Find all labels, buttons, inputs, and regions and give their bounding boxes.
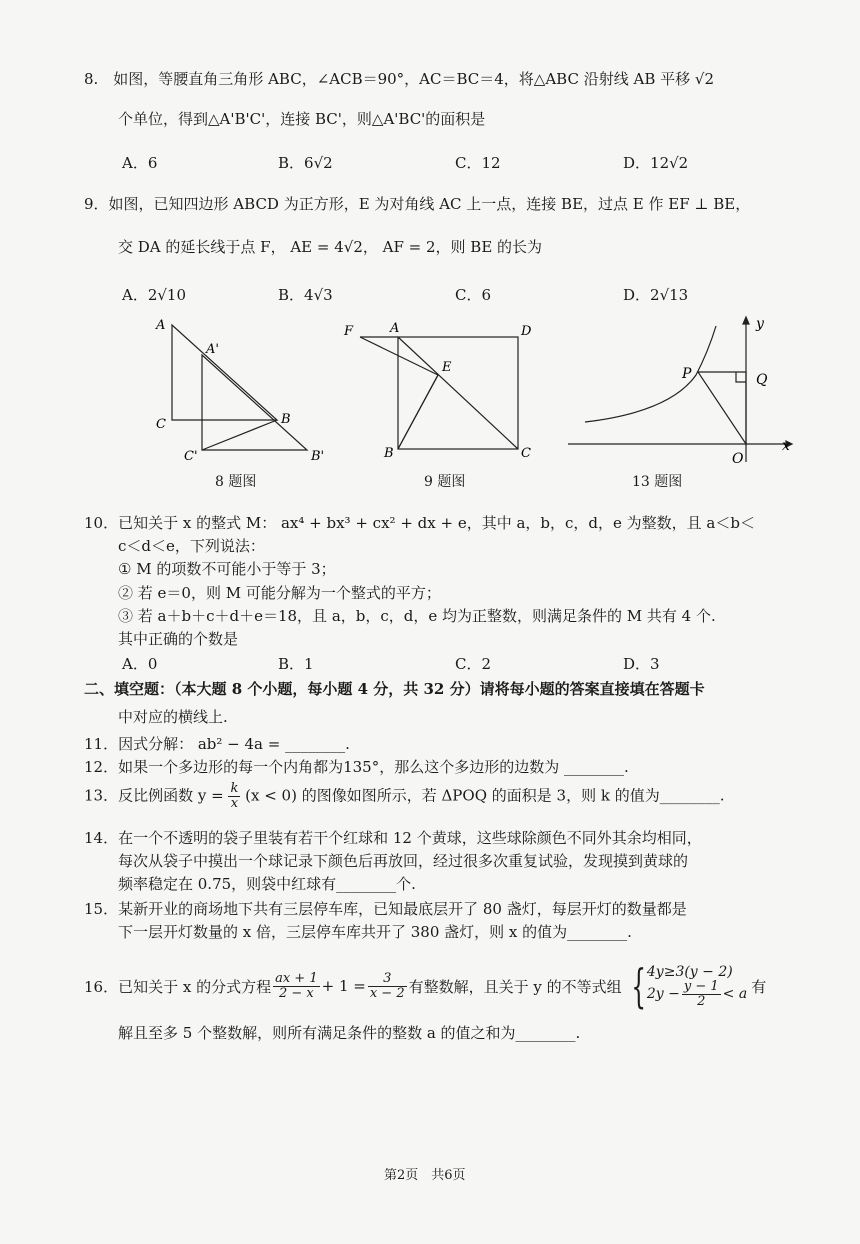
q8-line2: 个单位，得到△A'B'C'，连接 BC'，则△A'BC'的面积是 <box>118 110 486 128</box>
q8-option-a: A．6 <box>122 154 158 172</box>
fig9-label-d: D <box>521 324 532 339</box>
q11: 11．因式分解： ab² − 4a = ________. <box>84 735 350 753</box>
q9-option-d: D．2√13 <box>623 286 689 304</box>
q10-option-d: D．3 <box>623 655 660 673</box>
q10-option-b: B．1 <box>278 655 314 673</box>
q10-option-c: C．2 <box>455 655 492 673</box>
q16-f1-num: ax + 1 <box>275 970 318 986</box>
figure-13 <box>560 312 800 472</box>
q10-options <box>0 653 860 675</box>
q9-option-b: B．4√3 <box>278 286 333 304</box>
section-2-heading: 二、填空题：（本大题 8 个小题，每小题 4 分，共 32 分）请将每小题的答案直接填在答题卡 <box>84 680 705 698</box>
q13-frac-num: k <box>230 781 239 796</box>
fig13-label-x: x <box>782 438 790 454</box>
q14-line2: 每次从袋子中摸出一个球记录下颜色后再放回，经过很多次重复试验，发现摸到黄球的 <box>118 852 689 870</box>
q13-post: (x < 0) 的图像如图所示，若 ΔPOQ 的面积是 3，则 k 的值为________. <box>245 786 725 805</box>
q16-line1 <box>84 958 766 1014</box>
q16-line2: 解且至多 5 个整数解，则所有满足条件的整数 a 的值之和为________. <box>118 1024 581 1042</box>
figure-9 <box>340 315 540 465</box>
fig9-caption: 9 题图 <box>424 474 466 490</box>
fig8-label-b-prime: B' <box>311 449 325 464</box>
q9-options <box>0 284 860 306</box>
fig13-label-y: y <box>756 316 764 332</box>
section-2-line2: 中对应的横线上. <box>118 708 228 726</box>
q16-mid1: + 1 = <box>321 977 366 995</box>
q14-line3: 频率稳定在 0.75，则袋中红球有________个. <box>118 875 416 893</box>
q16-brace: { <box>630 959 646 1013</box>
q16-f2-den: x − 2 <box>369 985 405 1001</box>
q16-sys-fraction <box>682 980 721 1009</box>
q16-system-rows <box>647 964 747 1009</box>
q13 <box>84 782 724 811</box>
fig9-label-b: B <box>384 446 394 461</box>
q16-sys-row2 <box>647 980 747 1009</box>
q16-sys-num: y − 1 <box>683 978 719 994</box>
fig9-label-f: F <box>344 324 354 339</box>
q8-option-b: B．6√2 <box>278 154 333 172</box>
q13-fraction <box>228 782 240 811</box>
q10-statement-1: ① M 的项数不可能小于等于 3； <box>118 560 336 578</box>
q8-option-c: C．12 <box>455 154 501 172</box>
q9-option-c: C．6 <box>455 286 492 304</box>
q16-post: 有 <box>751 977 767 996</box>
q8-option-d: D．12√2 <box>623 154 689 172</box>
fig13-label-o: O <box>732 451 744 467</box>
q12: 12．如果一个多边形的每一个内角都为135°，那么这个多边形的边数为 ________. <box>84 758 629 776</box>
fig8-caption: 8 题图 <box>215 474 257 490</box>
q16-sys2b: < a <box>722 986 748 1002</box>
fig13-label-q: Q <box>756 372 768 388</box>
q16-fraction-2 <box>368 972 407 1001</box>
q16-mid2: 有整数解，且关于 y 的不等式组 <box>408 977 622 996</box>
q16-sys2a: 2y − <box>646 986 680 1002</box>
q10-line6: 其中正确的个数是 <box>118 630 239 648</box>
fig13-label-p: P <box>682 366 692 382</box>
q16-f2-num: 3 <box>368 972 407 987</box>
q8-line1: 8. 如图，等腰直角三角形 ABC，∠ACB＝90°，AC＝BC＝4，将△ABC 沿射线 AB 平移 √2 <box>84 70 714 88</box>
q9-option-a: A．2√10 <box>122 286 187 304</box>
q10-statement-3: ③ 若 a＋b＋c＋d＋e＝18，且 a，b，c，d，e 均为正整数，则满足条件的 M 共有 4 个. <box>118 607 716 625</box>
fig8-label-c-prime: C' <box>184 449 198 464</box>
q16-f1-den: 2 − x <box>278 985 314 1001</box>
fig9-label-c: C <box>521 446 531 461</box>
q13-frac-den: x <box>230 796 239 811</box>
fig8-label-c: C <box>156 417 166 432</box>
q16-inequality-system <box>624 959 748 1013</box>
q15-line1: 15．某新开业的商场地下共有三层停车库，已知最底层开了 80 盏灯，每层开灯的数量都是 <box>84 900 687 918</box>
fig9-label-a: A <box>390 321 400 336</box>
fig8-label-a: A <box>156 318 166 333</box>
q9-line2: 交 DA 的延长线于点 F， AE = 4√2， AF = 2，则 BE 的长为 <box>118 238 543 256</box>
q8-options <box>0 152 860 174</box>
figure-8 <box>150 315 340 465</box>
q9-line1: 9．如图，已知四边形 ABCD 为正方形，E 为对角线 AC 上一点，连接 BE，过点 E 作 EF ⊥ BE， <box>84 195 751 213</box>
fig8-label-a-prime: A' <box>206 342 219 357</box>
q15-line2: 下一层开灯数量的 x 倍，三层停车库共开了 380 盏灯，则 x 的值为________. <box>118 923 632 941</box>
q10-statement-2: ② 若 e＝0，则 M 可能分解为一个整式的平方； <box>118 584 441 602</box>
q16-fraction-1 <box>273 972 320 1001</box>
fig8-label-b: B <box>281 412 291 427</box>
q14-line1: 14．在一个不透明的袋子里装有若干个红球和 12 个黄球，这些球除颜色不同外其余均相同， <box>84 829 702 847</box>
q10-line1: 10．已知关于 x 的整式 M： ax⁴ + bx³ + cx² + dx + e，其中 a，b，c，d，e 为整数，且 a＜b＜ <box>84 514 755 532</box>
q10-option-a: A．0 <box>122 655 158 673</box>
fig9-label-e: E <box>442 360 452 375</box>
q13-pre: 13．反比例函数 y = <box>84 786 224 805</box>
q16-sys-row1: 4y≥3(y − 2) <box>646 963 733 980</box>
page-footer: 第2页 共6页 <box>384 1168 466 1183</box>
q16-sys-den: 2 <box>697 993 706 1009</box>
q16-pre: 16．已知关于 x 的分式方程 <box>84 977 272 996</box>
q10-line2: c＜d＜e，下列说法： <box>118 537 265 555</box>
fig13-caption: 13 题图 <box>632 474 683 490</box>
